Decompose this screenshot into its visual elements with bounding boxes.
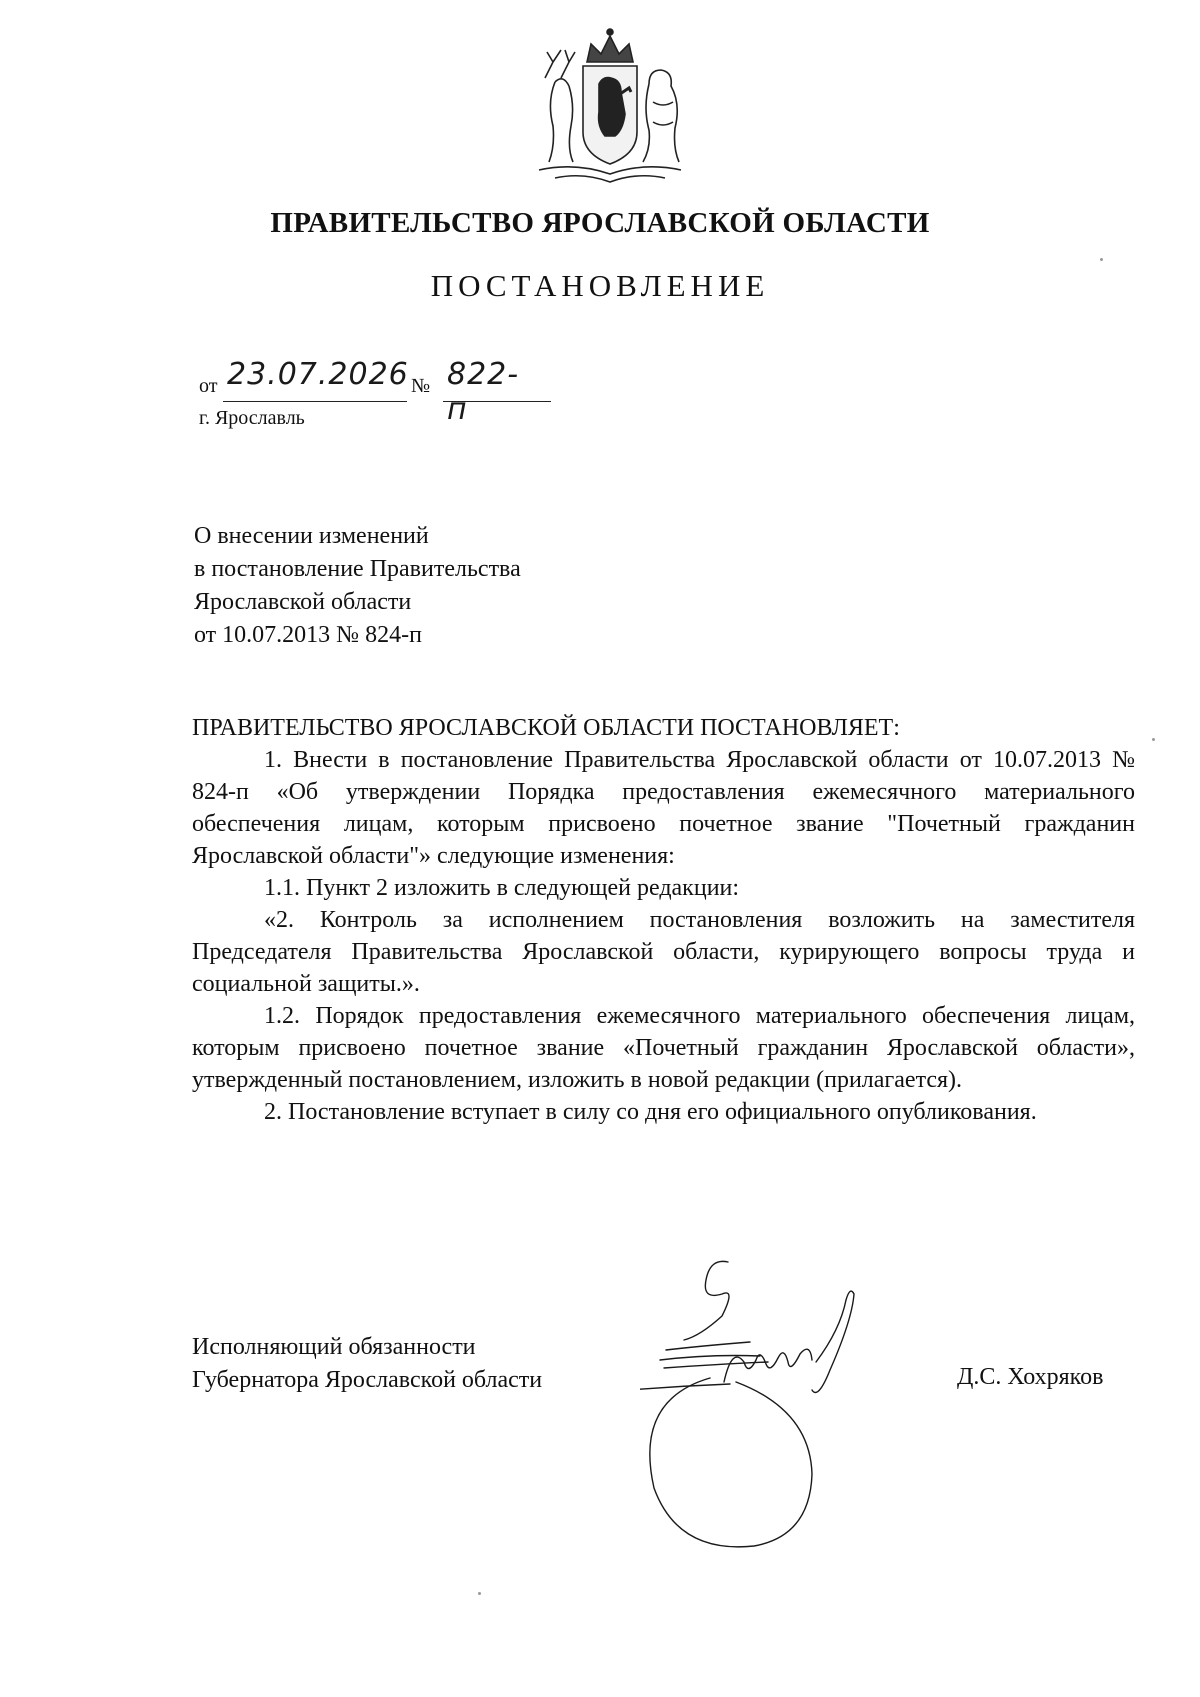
document-type: ПОСТАНОВЛЕНИЕ	[430, 268, 770, 303]
handwritten-signature-icon	[640, 1250, 940, 1560]
government-title: ПРАВИТЕЛЬСТВО ЯРОСЛАВСКОЙ ОБЛАСТИ	[270, 207, 930, 239]
document-subject	[194, 520, 521, 652]
paragraph-2: 2. Постановление вступает в силу со дня его официального опубликования.	[264, 1099, 1037, 1125]
signatory-name: Д.С. Хохряков	[957, 1364, 1104, 1390]
paragraph-1-1: 1.1. Пункт 2 изложить в следующей редакции:	[264, 875, 740, 901]
document-body	[192, 712, 1135, 1128]
position-line-1: Исполняющий обязанности	[192, 1334, 476, 1360]
subject-line: О внесении изменений	[194, 523, 429, 549]
subject-line: от 10.07.2013 № 824-п	[194, 622, 422, 648]
scan-speck	[478, 1592, 481, 1595]
number-value: 822-п	[447, 357, 520, 427]
subject-line: в постановление Правительства	[194, 556, 521, 582]
coat-of-arms-icon	[525, 22, 695, 192]
paragraph-1-2: 1.2. Порядок предоставления ежемесячного материального обеспечения лицам, которым присвоено почетное звание «Почетный гражданин Ярославской области», утвержденный постановлением, изложить в новой редакции (прилагается).	[192, 1003, 1135, 1093]
scan-speck	[1152, 738, 1155, 741]
number-prefix: №	[411, 375, 431, 397]
scan-speck	[1100, 258, 1103, 261]
number-underline	[443, 401, 551, 402]
city: г. Ярославль	[199, 407, 305, 429]
signatory-position	[192, 1331, 542, 1397]
subject-line: Ярославской области	[194, 589, 412, 615]
position-line-2: Губернатора Ярославской области	[192, 1367, 543, 1393]
date-prefix: от	[199, 375, 218, 397]
resolution-lead: ПРАВИТЕЛЬСТВО ЯРОСЛАВСКОЙ ОБЛАСТИ ПОСТАНОВЛЯЕТ:	[192, 715, 900, 741]
date-value: 23.07.2026	[227, 357, 409, 392]
paragraph-1-1-quote: «2. Контроль за исполнением постановления возложить на заместителя Председателя Правительства Ярославской области, курирующего вопросы труда и социальной защиты.».	[192, 907, 1135, 997]
date-underline	[223, 401, 407, 402]
paragraph-1: 1. Внести в постановление Правительства Ярославской области от 10.07.2013 № 824-п «Об утверждении Порядка предоставления ежемесячного материального обеспечения лицам, которым присвоено почетное звание "Почетный гражданин Ярославской области"» следующие изменения:	[192, 747, 1135, 869]
